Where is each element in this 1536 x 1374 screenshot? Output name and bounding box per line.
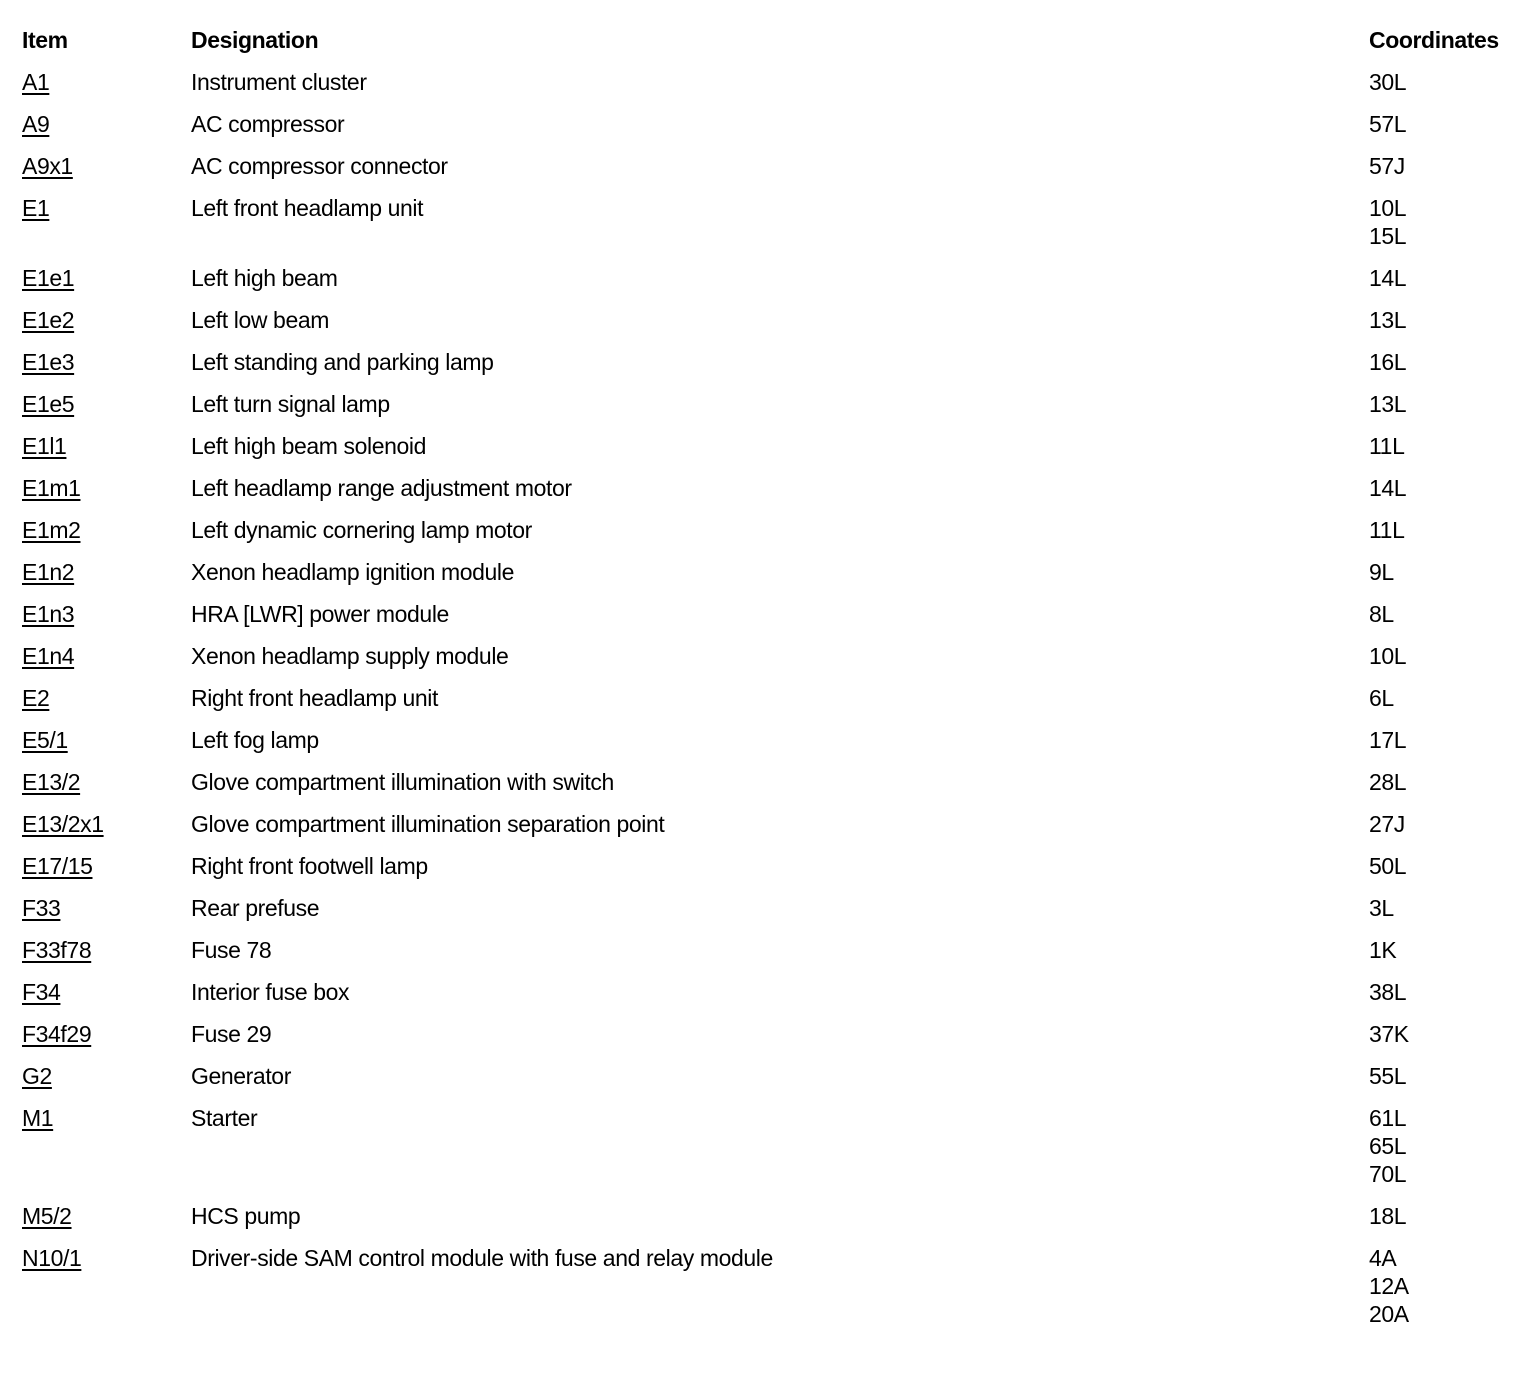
item-link[interactable]: G2	[22, 1063, 52, 1089]
coordinates-cell	[1369, 470, 1526, 512]
item-cell	[22, 722, 191, 764]
item-link[interactable]: E1l1	[22, 433, 67, 459]
table-row	[22, 680, 1526, 722]
table-row	[22, 260, 1526, 302]
table-row	[22, 554, 1526, 596]
table-row	[22, 1100, 1526, 1198]
coordinate-value: 57L	[1369, 111, 1407, 137]
table-row	[22, 974, 1526, 1016]
table-body	[22, 64, 1526, 1338]
designation-cell: Left high beam	[191, 265, 338, 291]
designation-cell: Glove compartment illumination with switch	[191, 769, 614, 795]
item-cell	[22, 302, 191, 344]
item-cell	[22, 554, 191, 596]
coordinates-cell	[1369, 1100, 1526, 1198]
designation-cell: Instrument cluster	[191, 69, 367, 95]
coordinates-cell	[1369, 1016, 1526, 1058]
header-coordinates: Coordinates	[1369, 27, 1499, 53]
table-row	[22, 302, 1526, 344]
item-cell	[22, 764, 191, 806]
coordinates-cell	[1369, 148, 1526, 190]
coordinate-value: 9L	[1369, 559, 1394, 585]
coordinates-cell	[1369, 764, 1526, 806]
item-cell	[22, 596, 191, 638]
item-link[interactable]: E1e2	[22, 307, 75, 333]
table-row	[22, 722, 1526, 764]
item-cell	[22, 848, 191, 890]
coordinates-cell	[1369, 890, 1526, 932]
item-link[interactable]: A9	[22, 111, 50, 137]
item-link[interactable]: E1m2	[22, 517, 81, 543]
coordinate-value: 65L	[1369, 1133, 1407, 1159]
item-cell	[22, 148, 191, 190]
coordinate-value: 15L	[1369, 223, 1407, 249]
designation-cell: HRA [LWR] power module	[191, 601, 449, 627]
item-link[interactable]: E5/1	[22, 727, 68, 753]
table-header	[22, 22, 1526, 64]
coordinate-value: 14L	[1369, 475, 1407, 501]
item-link[interactable]: E13/2	[22, 769, 81, 795]
designation-cell: Glove compartment illumination separation point	[191, 811, 665, 837]
designation-cell: HCS pump	[191, 1203, 301, 1229]
table-row	[22, 344, 1526, 386]
coordinate-value: 10L	[1369, 195, 1407, 221]
item-link[interactable]: M5/2	[22, 1203, 72, 1229]
item-cell	[22, 890, 191, 932]
designation-cell: Xenon headlamp supply module	[191, 643, 509, 669]
item-cell	[22, 638, 191, 680]
table-row	[22, 512, 1526, 554]
designation-cell: Driver-side SAM control module with fuse and relay module	[191, 1245, 773, 1271]
item-cell	[22, 680, 191, 722]
coordinates-cell	[1369, 64, 1526, 106]
designation-cell: Left headlamp range adjustment motor	[191, 475, 572, 501]
header-item: Item	[22, 27, 68, 53]
coordinates-cell	[1369, 512, 1526, 554]
coordinate-value: 16L	[1369, 349, 1407, 375]
item-cell	[22, 1198, 191, 1240]
coordinate-value: 1K	[1369, 937, 1397, 963]
table-row	[22, 1016, 1526, 1058]
coordinate-value: 6L	[1369, 685, 1394, 711]
item-link[interactable]: A1	[22, 69, 50, 95]
coordinates-cell	[1369, 190, 1526, 260]
coordinate-value: 37K	[1369, 1021, 1409, 1047]
designation-cell: Generator	[191, 1063, 291, 1089]
designation-cell: Right front headlamp unit	[191, 685, 438, 711]
coordinate-value: 57J	[1369, 153, 1405, 179]
coordinate-value: 4A	[1369, 1245, 1397, 1271]
item-cell	[22, 428, 191, 470]
coordinate-value: 14L	[1369, 265, 1407, 291]
coordinate-value: 3L	[1369, 895, 1394, 921]
designation-cell: Left turn signal lamp	[191, 391, 390, 417]
coordinate-value: 20A	[1369, 1301, 1409, 1327]
coordinate-value: 38L	[1369, 979, 1407, 1005]
item-link[interactable]: E1e5	[22, 391, 75, 417]
item-cell	[22, 470, 191, 512]
item-cell	[22, 1240, 191, 1338]
coordinates-cell	[1369, 386, 1526, 428]
header-row	[22, 22, 1526, 64]
item-link[interactable]: E1m1	[22, 475, 81, 501]
item-link[interactable]: F33	[22, 895, 61, 921]
item-link[interactable]: E1e1	[22, 265, 75, 291]
designation-cell: Left fog lamp	[191, 727, 319, 753]
item-link[interactable]: E13/2x1	[22, 811, 104, 837]
designation-cell: Fuse 78	[191, 937, 272, 963]
table-row	[22, 596, 1526, 638]
item-link[interactable]: E1	[22, 195, 50, 221]
designation-cell: Starter	[191, 1105, 258, 1131]
table-row	[22, 1240, 1526, 1338]
item-cell	[22, 512, 191, 554]
item-cell	[22, 344, 191, 386]
item-cell	[22, 806, 191, 848]
item-cell	[22, 106, 191, 148]
designation-cell: Xenon headlamp ignition module	[191, 559, 515, 585]
coordinate-value: 12A	[1369, 1273, 1409, 1299]
coordinate-value: 61L	[1369, 1105, 1407, 1131]
item-link[interactable]: A9x1	[22, 153, 73, 179]
header-designation: Designation	[191, 27, 319, 53]
item-link[interactable]: F34	[22, 979, 61, 1005]
coordinates-cell	[1369, 932, 1526, 974]
coordinates-cell	[1369, 680, 1526, 722]
coordinate-value: 11L	[1369, 433, 1405, 459]
coordinates-cell	[1369, 302, 1526, 344]
item-link[interactable]: M1	[22, 1105, 54, 1131]
item-link[interactable]: E2	[22, 685, 50, 711]
coordinates-cell	[1369, 260, 1526, 302]
designation-cell: Left dynamic cornering lamp motor	[191, 517, 532, 543]
coordinates-cell	[1369, 974, 1526, 1016]
coordinates-cell	[1369, 848, 1526, 890]
table-row	[22, 638, 1526, 680]
designation-cell: Left standing and parking lamp	[191, 349, 494, 375]
item-link[interactable]: E1n3	[22, 601, 75, 627]
table-row	[22, 890, 1526, 932]
coordinates-cell	[1369, 344, 1526, 386]
table-row	[22, 106, 1526, 148]
coordinates-cell	[1369, 722, 1526, 764]
coordinate-value: 17L	[1369, 727, 1407, 753]
item-link[interactable]: E1e3	[22, 349, 75, 375]
coordinates-cell	[1369, 596, 1526, 638]
coordinate-value: 27J	[1369, 811, 1405, 837]
item-link[interactable]: E1n4	[22, 643, 75, 669]
table-row	[22, 848, 1526, 890]
coordinate-value: 10L	[1369, 643, 1407, 669]
coordinates-cell	[1369, 428, 1526, 470]
table-row	[22, 428, 1526, 470]
coordinate-value: 55L	[1369, 1063, 1407, 1089]
coordinates-cell	[1369, 1198, 1526, 1240]
table-row	[22, 148, 1526, 190]
item-cell	[22, 386, 191, 428]
item-cell	[22, 260, 191, 302]
designation-cell: AC compressor	[191, 111, 345, 137]
item-cell	[22, 190, 191, 260]
coordinates-cell	[1369, 106, 1526, 148]
designation-cell: Left high beam solenoid	[191, 433, 427, 459]
coordinates-cell	[1369, 806, 1526, 848]
coordinates-cell	[1369, 1058, 1526, 1100]
designation-cell: Left low beam	[191, 307, 329, 333]
designation-cell: AC compressor connector	[191, 153, 448, 179]
item-link[interactable]: E17/15	[22, 853, 93, 879]
item-cell	[22, 1058, 191, 1100]
coordinate-value: 13L	[1369, 307, 1407, 333]
coordinates-cell	[1369, 554, 1526, 596]
table-row	[22, 932, 1526, 974]
item-cell	[22, 932, 191, 974]
component-legend-table	[22, 22, 1526, 1338]
item-cell	[22, 1100, 191, 1198]
coordinates-cell	[1369, 1240, 1526, 1338]
designation-cell: Right front footwell lamp	[191, 853, 428, 879]
coordinate-value: 13L	[1369, 391, 1407, 417]
designation-cell: Rear prefuse	[191, 895, 320, 921]
item-link[interactable]: N10/1	[22, 1245, 82, 1271]
item-cell	[22, 64, 191, 106]
table-row	[22, 64, 1526, 106]
designation-cell: Left front headlamp unit	[191, 195, 424, 221]
coordinate-value: 30L	[1369, 69, 1407, 95]
item-link[interactable]: F33f78	[22, 937, 92, 963]
table-row	[22, 386, 1526, 428]
table-row	[22, 764, 1526, 806]
table-row	[22, 806, 1526, 848]
coordinate-value: 18L	[1369, 1203, 1407, 1229]
table-row	[22, 1198, 1526, 1240]
designation-cell: Fuse 29	[191, 1021, 272, 1047]
designation-cell: Interior fuse box	[191, 979, 350, 1005]
table-row	[22, 1058, 1526, 1100]
coordinates-cell	[1369, 638, 1526, 680]
item-link[interactable]: F34f29	[22, 1021, 92, 1047]
coordinate-value: 11L	[1369, 517, 1405, 543]
table-row	[22, 470, 1526, 512]
item-link[interactable]: E1n2	[22, 559, 75, 585]
table-row	[22, 190, 1526, 260]
coordinate-value: 70L	[1369, 1161, 1407, 1187]
coordinate-value: 50L	[1369, 853, 1407, 879]
item-cell	[22, 974, 191, 1016]
coordinate-value: 8L	[1369, 601, 1394, 627]
item-cell	[22, 1016, 191, 1058]
coordinate-value: 28L	[1369, 769, 1407, 795]
